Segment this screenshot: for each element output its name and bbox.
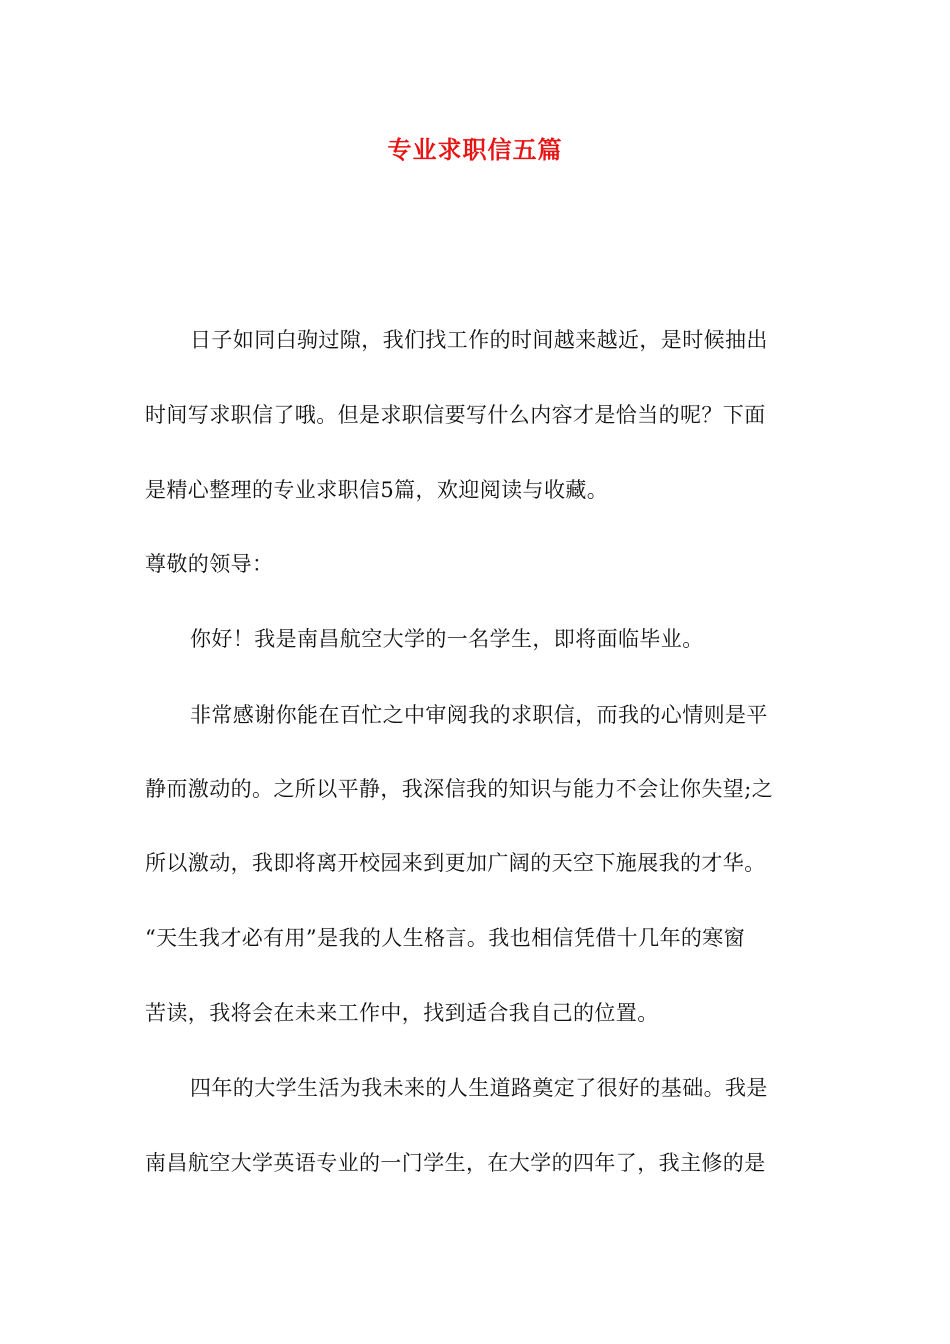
paragraph-line: 时间写求职信了哦。但是求职信要写什么内容才是恰当的呢？下面	[145, 403, 766, 427]
paragraph-line: 所以激动，我即将离开校园来到更加广阔的天空下施展我的才华。	[145, 851, 766, 875]
paragraph-line: 南昌航空大学英语专业的一门学生，在大学的四年了，我主修的是	[145, 1151, 766, 1175]
paragraph-line: 日子如同白驹过隙，我们找工作的时间越来越近，是时候抽出	[190, 328, 768, 352]
paragraph-line: 苦读，我将会在未来工作中，找到适合我自己的位置。	[145, 1001, 659, 1025]
paragraph-line: 非常感谢你能在百忙之中审阅我的求职信，而我的心情则是平	[190, 703, 768, 727]
paragraph-line: 你好！我是南昌航空大学的一名学生，即将面临毕业。	[190, 627, 704, 651]
paragraph-line: 静而激动的。之所以平静，我深信我的知识与能力不会让你失望;之	[145, 777, 774, 801]
salutation-line: 尊敬的领导：	[145, 552, 274, 576]
paragraph-line: 是精心整理的专业求职信5篇，欢迎阅读与收藏。	[145, 478, 609, 502]
document-title: 专业求职信五篇	[387, 135, 563, 164]
paragraph-line: 四年的大学生活为我未来的人生道路奠定了很好的基础。我是	[190, 1076, 768, 1100]
paragraph-line: “天生我才必有用”是我的人生格言。我也相信凭借十几年的寒窗	[145, 926, 746, 950]
